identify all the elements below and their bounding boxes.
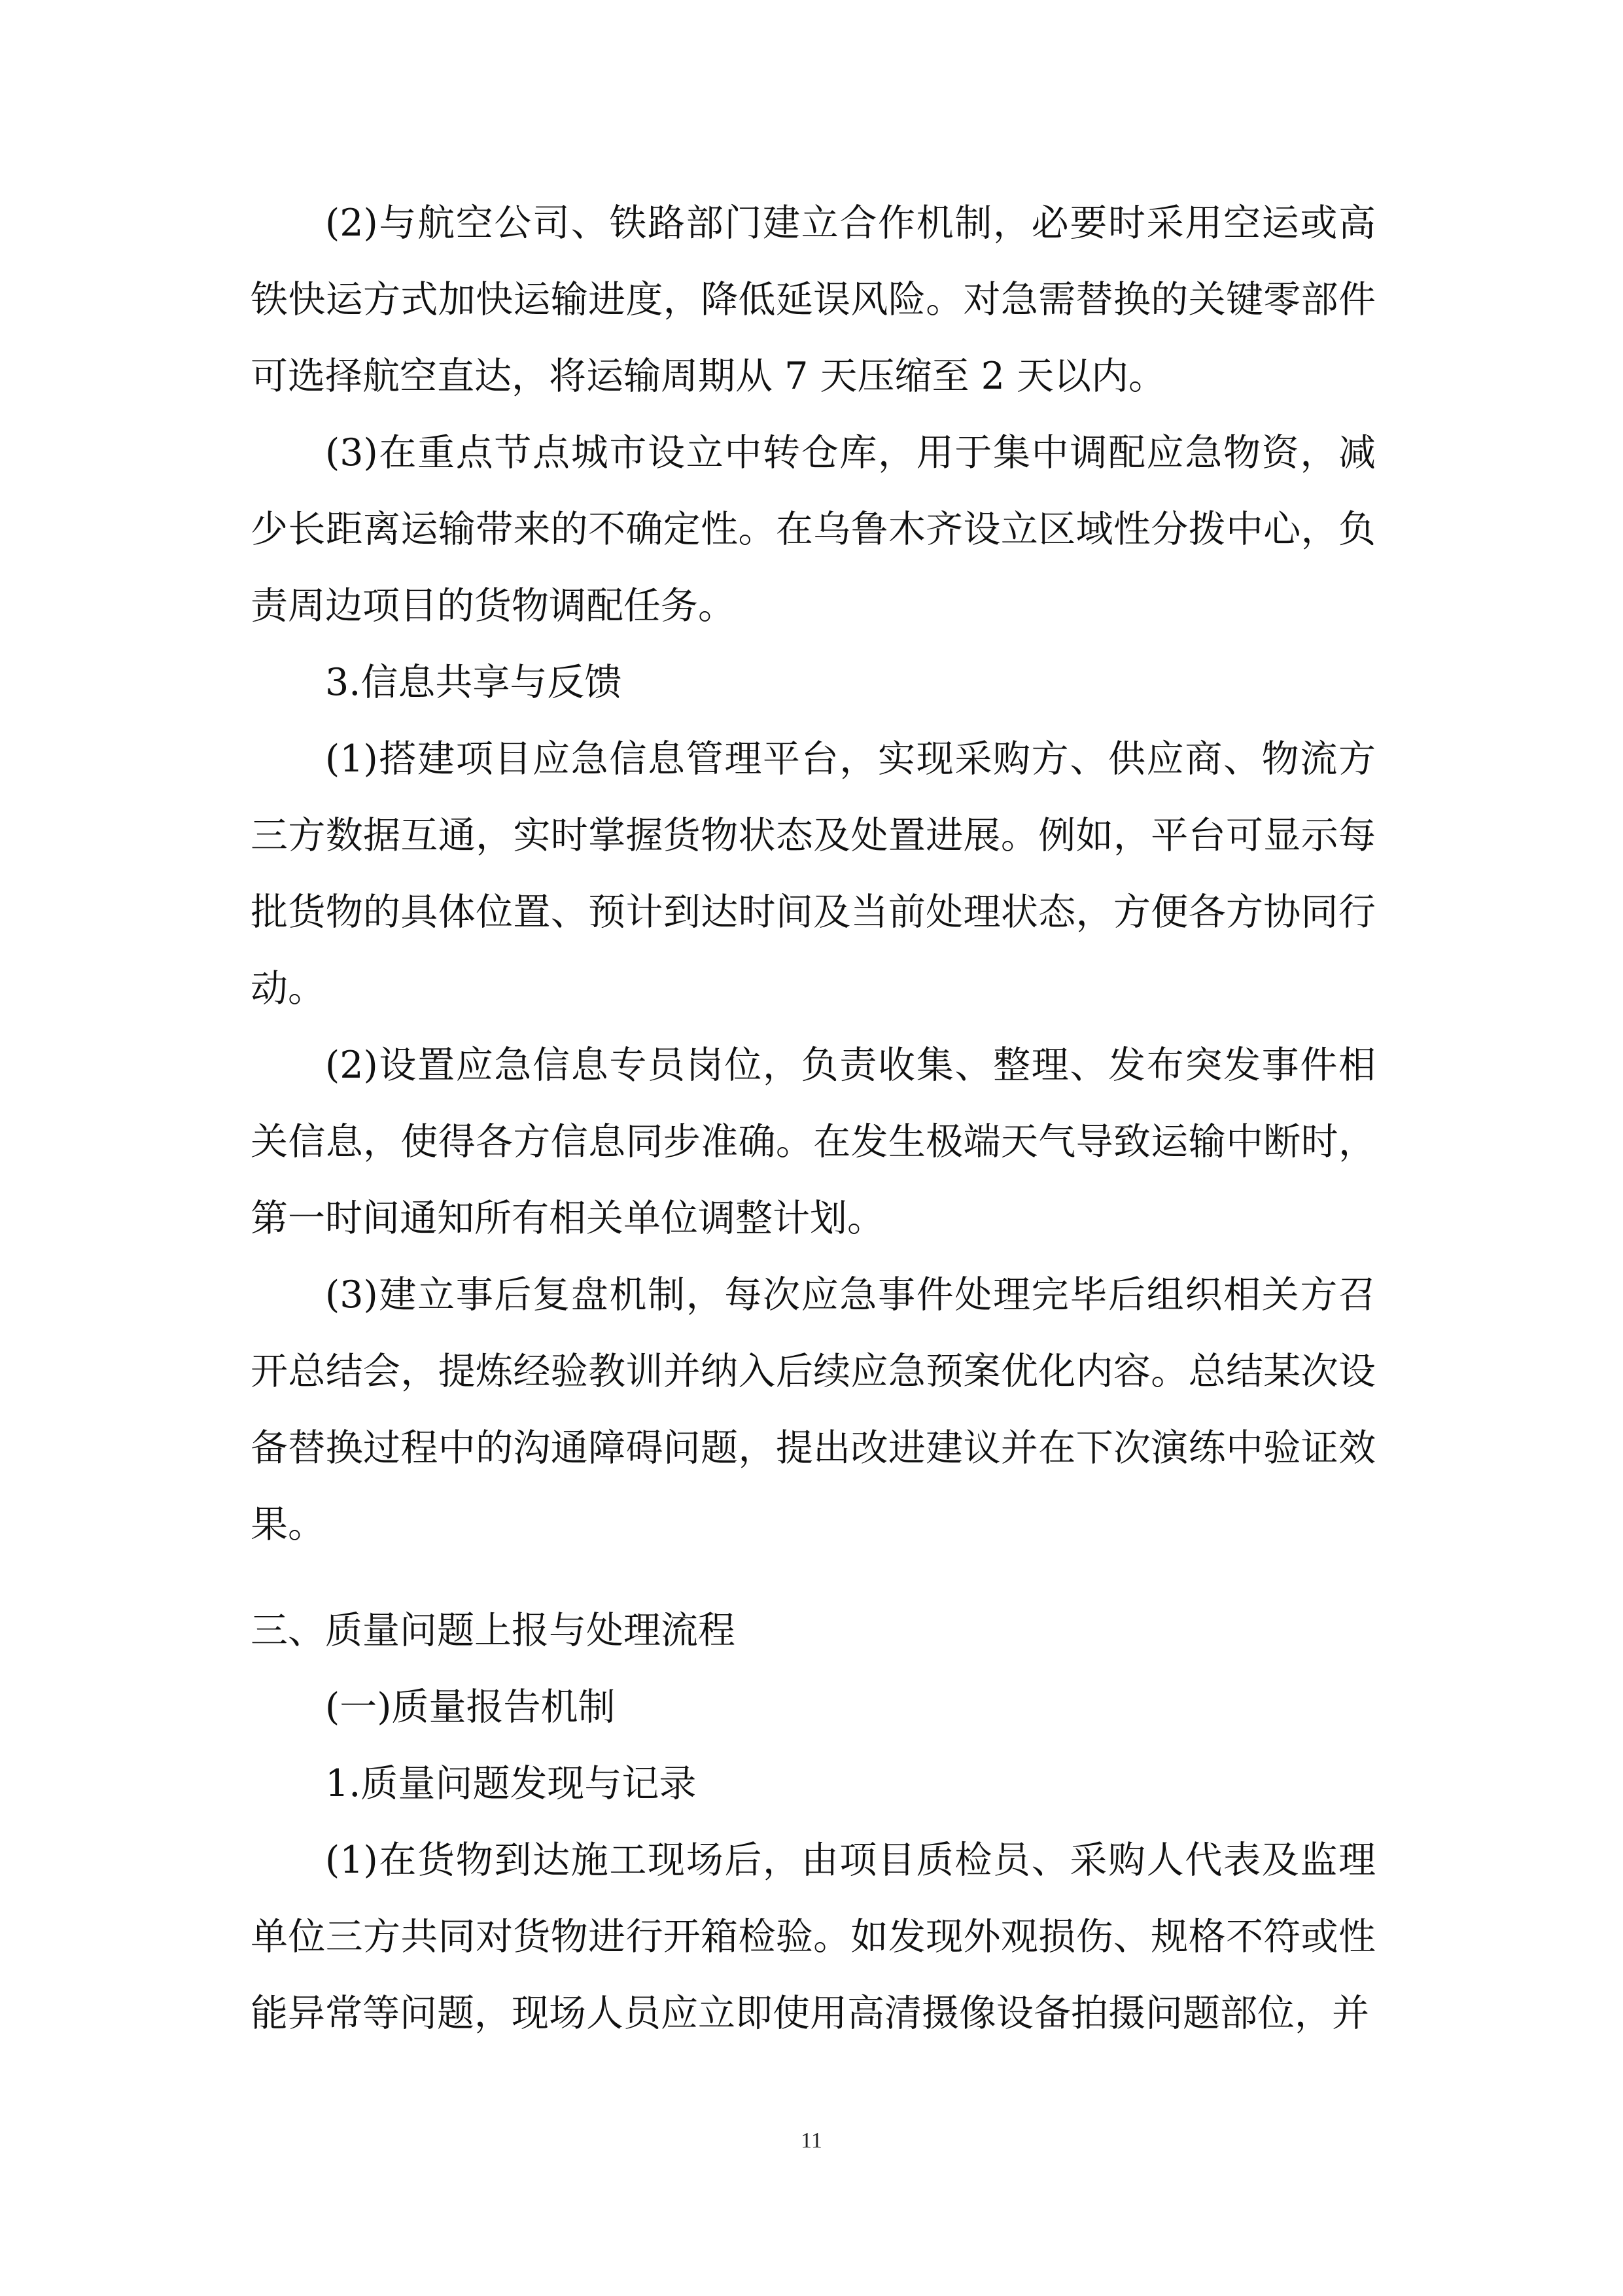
paragraph-info-officer: (2)设置应急信息专员岗位，负责收集、整理、发布突发事件相关信息，使得各方信息同步准确。在发生极端天气导致运输中断时，第一时间通知所有相关单位调整计划。 (251, 1044, 1376, 1240)
subheading-quality-report-mechanism: (一)质量报告机制 (325, 1686, 616, 1729)
paragraph-info-platform: (1)搭建项目应急信息管理平台，实现采购方、供应商、物流方三方数据互通，实时掌握货物状态及处置进展。例如，平台可显示每批货物的具体位置、预计到达时间及当前处理状态，方便各方协同行动。 (251, 737, 1376, 1010)
page-number: 11 (801, 2128, 822, 2153)
section-title-information-sharing: 3.信息共享与反馈 (325, 661, 622, 704)
paragraph-review-mechanism: (3)建立事后复盘机制，每次应急事件处理完毕后组织相关方召开总结会，提炼经验教训并纳入后续应急预案优化内容。总结某次设备替换过程中的沟通障碍问题，提出改进建议并在下次演练中验证效果。 (251, 1273, 1376, 1546)
paragraph-on-site-inspection: (1)在货物到达施工现场后，由项目质检员、采购人代表及监理单位三方共同对货物进行开箱检验。如发现外观损伤、规格不符或性能异常等问题，现场人员应立即使用高清摄像设备拍摄问题部位，并 (251, 1839, 1376, 2035)
paragraph-air-rail-cooperation: (2)与航空公司、铁路部门建立合作机制，必要时采用空运或高铁快运方式加快运输进度，降低延误风险。对急需替换的关键零部件可选择航空直达，将运输周期从 7 天压缩至 2 天以内。 (251, 202, 1376, 398)
chapter-heading-quality-reporting: 三、质量问题上报与处理流程 (251, 1609, 735, 1652)
paragraph-transfer-warehouse: (3)在重点节点城市设立中转仓库，用于集中调配应急物资，减少长距离运输带来的不确定性。在乌鲁木齐设立区域性分拨中心，负责周边项目的货物调配任务。 (251, 431, 1376, 627)
subheading-issue-discovery: 1.质量问题发现与记录 (325, 1762, 697, 1805)
